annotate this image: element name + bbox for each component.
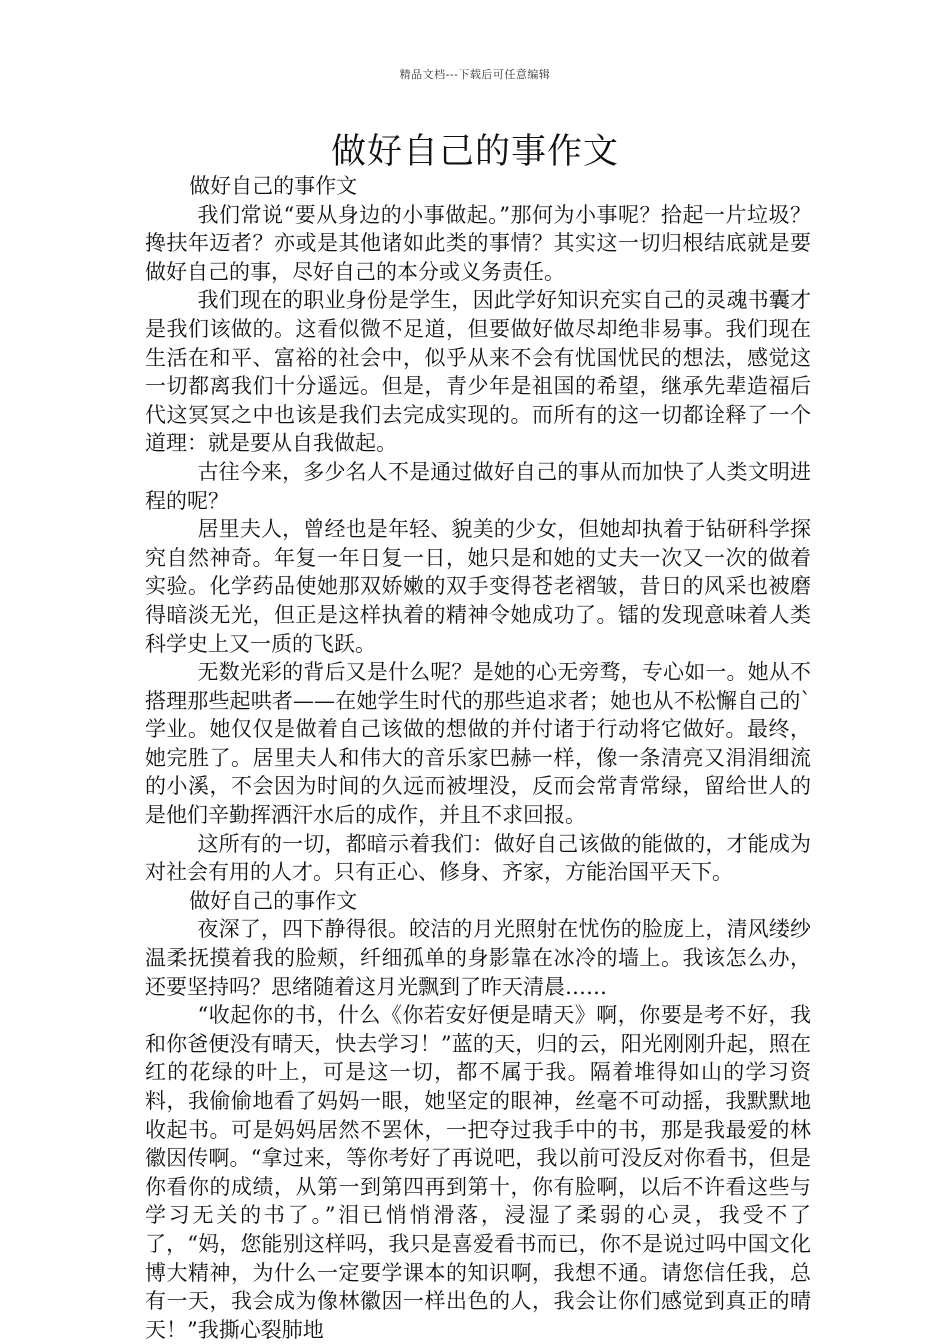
body-paragraph: “收起你的书，什么《你若安好便是晴天》啊，你要是考不好，我和你爸便没有晴天，快去学习！”蓝的天，归的云，阳光刚刚升起，照在红的花绿的叶上，可是这一切，都不属于我。隔着堆得如山的学习资料，我偷偷地看了妈妈一眼，她坚定的眼神，丝毫不可动摇，我默默地收起书。可是妈妈居然不罢休，一把夺过我手中的书，那是我最爱的林徽因传啊。“拿过来，等你考好了再说吧，我以前可没反对你看书，但是你看你的成绩，从第一到第四再到第十，你有脸啊，以后不许看这些与学习无关的书了。”泪已悄悄滑落，浸湿了柔弱的心灵，我受不了了，“妈，您能别这样吗，我只是喜爱看书而已，你不是说过吗中国文化博大精神，为什么一定要学课本的知识啊，我想不通。请您信任我，总有一天，我会成为像林徽因一样出色的人，我会让你们感觉到真正的晴天！”我撕心裂肺地 bbox=[145, 1003, 811, 1342]
body-paragraph: 古往今来，多少名人不是通过做好自己的事从而加快了人类文明进程的呢？ bbox=[145, 459, 811, 513]
section-subheading: 做好自己的事作文 bbox=[189, 174, 358, 198]
section-subheading: 做好自己的事作文 bbox=[189, 888, 358, 913]
header-note: 精品文档---下载后可任意编辑 bbox=[399, 68, 551, 81]
document-body bbox=[145, 172, 811, 1344]
body-paragraph: 居里夫人，曾经也是年轻、貌美的少女，但她却执着于钻研科学探究自然神奇。年复一年日复一日，她只是和她的丈夫一次又一次的做着实验。化学药品使她那双娇嫩的双手变得苍老褶皱，昔日的风采也被磨得暗淡无光，但正是这样执着的精神令她成功了。镭的发现意味着人类科学史上又一质的飞跃。 bbox=[145, 517, 811, 656]
body-paragraph: 无数光彩的背后又是什么呢？是她的心无旁骛，专心如一。她从不搭理那些起哄者——在她学生时代的那些追求者；她也从不松懈自己的`学业。她仅仅是做着自己该做的想做的并付诸于行动将它做好。最终，她完胜了。居里夫人和伟大的音乐家巴赫一样，像一条清亮又涓涓细流的小溪，不会因为时间的久远而被埋没，反而会常青常绿，留给世人的是他们辛勤挥洒汗水后的成作，并且不求回报。 bbox=[145, 660, 811, 828]
body-paragraph: 我们常说“要从身边的小事做起。”那何为小事呢？拾起一片垃圾？搀扶年迈者？亦或是其他诸如此类的事情？其实这一切归根结底就是要做好自己的事，尽好自己的本分或义务责任。 bbox=[145, 202, 811, 284]
document-title: 做好自己的事作文 bbox=[330, 132, 619, 172]
body-paragraph: 我们现在的职业身份是学生，因此学好知识充实自己的灵魂书囊才是我们该做的。这看似微不足道，但要做好做尽却绝非易事。我们现在生活在和平、富裕的社会中，似乎从来不会有忧国忧民的想法，感觉这一切都离我们十分遥远。但是，青少年是祖国的希望，继承先辈造福后代这冥冥之中也该是我们去完成实现的。而所有的这一切都诠释了一个道理：就是要从自我做起。 bbox=[145, 288, 811, 456]
body-paragraph: 这所有的一切，都暗示着我们：做好自己该做的能做的，才能成为对社会有用的人才。只有正心、修身、齐家，方能治国平天下。 bbox=[145, 831, 811, 885]
body-paragraph: 夜深了，四下静得很。皎洁的月光照射在忧伤的脸庞上，清风缕纱温柔抚摸着我的脸颊，纤细孤单的身影靠在冰冷的墙上。我该怎么办，还要坚持吗？思绪随着这月光飘到了昨天清晨…… bbox=[145, 917, 811, 999]
